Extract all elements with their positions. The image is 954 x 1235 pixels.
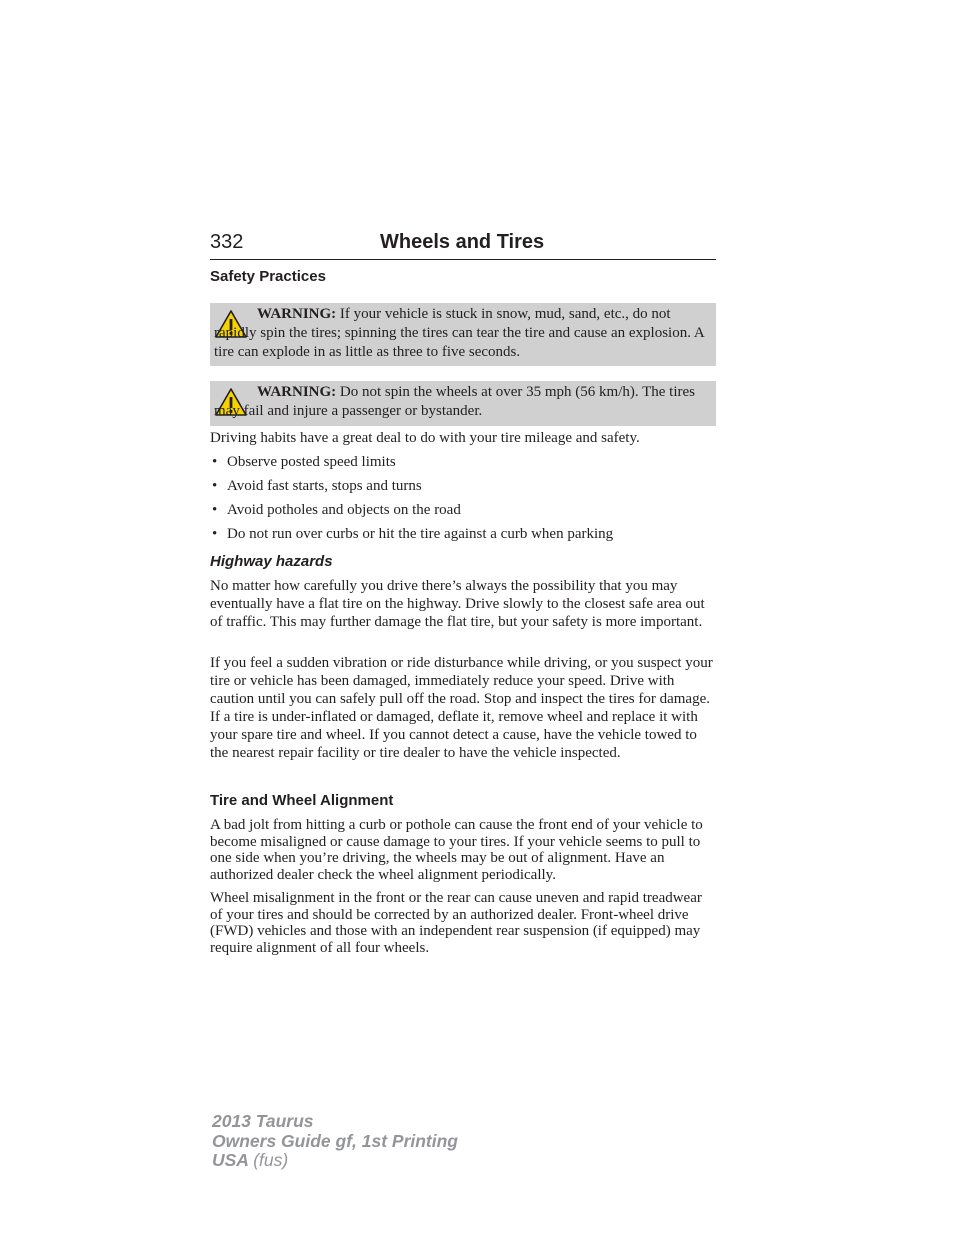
warning-body: If your vehicle is stuck in snow, mud, sand, etc., do not rapidly spin the tires; spinning the tires can tear the tire and cause an explosion. A tire can explode in as little as three to five seconds. [214,306,704,360]
bullet-icon: • [212,454,218,470]
warning-text [214,305,712,362]
paragraph: Wheel misalignment in the front or the rear can cause uneven and rapid treadwear of your tires and should be corrected by an authorized dealer. Front-wheel drive (FWD) vehicles and those with an independent rear suspension (if equipped) may require alignment of all four wheels. [210,890,702,956]
list-item: • Avoid potholes and objects on the road [212,502,461,518]
bullet-icon: • [212,526,218,542]
footer-line: Owners Guide gf, 1st Printing [212,1130,458,1151]
driving-habits-list [210,453,716,549]
subheading-highway-hazards: Highway hazards [210,553,333,570]
warning-label: WARNING: [257,306,337,322]
warning-box [210,303,716,366]
warning-body: Do not spin the wheels at over 35 mph (56 km/h). The tires may fail and injure a passenger or bystander. [214,384,695,419]
warning-box [210,381,716,426]
list-item: • Do not run over curbs or hit the tire against a curb when parking [212,526,614,542]
list-item: • Observe posted speed limits [212,454,396,470]
page-header [210,229,716,260]
section-heading-alignment: Tire and Wheel Alignment [210,792,394,809]
warning-label: WARNING: [257,384,337,400]
paragraph: If you feel a sudden vibration or ride disturbance while driving, or you suspect your tire or vehicle has been damaged, immediately reduce your speed. Drive with caution until you can safely pull off the road. Stop and inspect the tires for damage. If a tire is under-inflated or damaged, deflate it, remove wheel and replace it with your spare tire and wheel. If you cannot detect a cause, have the vehicle towed to the nearest repair facility or tire dealer to have the vehicle inspected. [210,655,713,761]
paragraph: A bad jolt from hitting a curb or pothole can cause the front end of your vehicle to become misaligned or cause damage to your tires. If your vehicle seems to pull to one side when you’re driving, the wheels may be out of alignment. Have an authorized dealer check the wheel alignment periodically. [210,817,703,883]
intro-paragraph: Driving habits have a great deal to do with your tire mileage and safety. [210,430,640,446]
bullet-icon: • [212,478,218,494]
chapter-title: Wheels and Tires [380,231,545,253]
bullet-icon: • [212,502,218,518]
page-footer [212,1112,458,1171]
page-number: 332 [210,231,244,253]
section-heading-safety-practices: Safety Practices [210,268,326,285]
footer-line: USA (fus) [212,1150,289,1170]
footer-line: 2013 Taurus [212,1111,314,1131]
warning-text [214,383,712,421]
paragraph: No matter how carefully you drive there’s always the possibility that you may eventually have a flat tire on the highway. Drive slowly to the closest safe area out of traffic. This may further damage the flat tire, but your safety is more important. [210,578,705,630]
list-item: • Avoid fast starts, stops and turns [212,478,422,494]
